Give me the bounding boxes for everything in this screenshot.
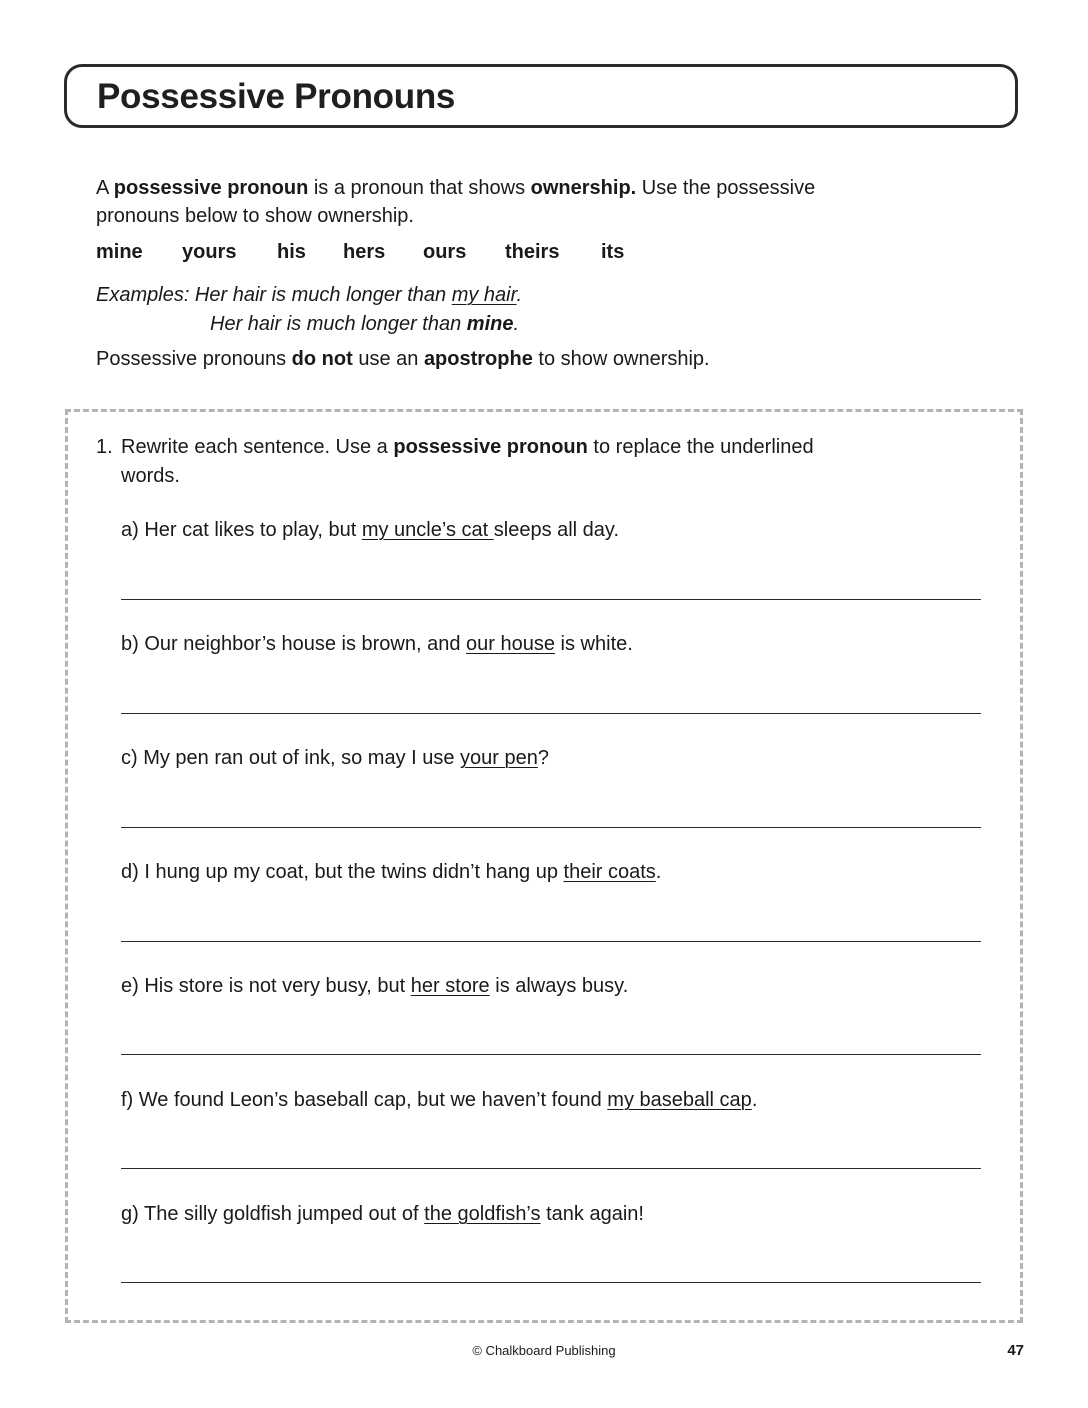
item-text: I hung up my coat, but the twins didn’t hang up — [144, 861, 564, 883]
exercise-item-f — [121, 1089, 981, 1112]
example-line-1 — [96, 281, 522, 310]
item-text: We found Leon’s baseball cap, but we haven’t found — [138, 1089, 608, 1111]
example-bold: mine — [466, 313, 514, 335]
item-text: My pen ran out of ink, so may I use — [143, 747, 461, 769]
item-label: f) — [121, 1089, 139, 1111]
instruction-text: to replace the underlined — [587, 436, 814, 458]
page-title: Possessive Pronouns — [97, 77, 456, 116]
instruction-bold: possessive pronoun — [393, 436, 588, 458]
item-label: e) — [121, 975, 145, 997]
item-sentence — [121, 633, 981, 656]
term-ownership: ownership. — [530, 177, 637, 199]
answer-line-f[interactable] — [121, 1168, 981, 1169]
item-underlined: my baseball cap — [607, 1089, 752, 1111]
answer-line-b[interactable] — [121, 713, 981, 714]
answer-line-a[interactable] — [121, 599, 981, 600]
item-underlined: their coats — [563, 861, 656, 883]
item-text: Her cat likes to play, but — [144, 519, 362, 541]
answer-line-c[interactable] — [121, 827, 981, 828]
pronoun-yours: yours — [182, 241, 237, 263]
definition-line-1 — [96, 174, 996, 202]
exercise-item-e — [121, 975, 981, 998]
item-underlined: her store — [410, 975, 490, 997]
note-text: Possessive pronouns — [96, 348, 292, 370]
item-label: c) — [121, 747, 144, 769]
pronoun-his: his — [277, 241, 306, 263]
note-bold-apostrophe: apostrophe — [423, 348, 533, 370]
term-possessive-pronoun: possessive pronoun — [113, 177, 309, 199]
title-box — [64, 64, 1018, 128]
pronoun-hers: hers — [343, 241, 386, 263]
example-text: . — [513, 313, 520, 335]
instruction-line-2: words. — [121, 465, 180, 487]
item-text: The silly goldfish jumped out of — [143, 1203, 425, 1225]
item-text: Our neighbor’s house is brown, and — [144, 633, 467, 655]
exercise-instruction — [96, 433, 956, 491]
answer-line-e[interactable] — [121, 1054, 981, 1055]
example-line-2 — [96, 310, 522, 339]
exercise-item-b — [121, 633, 981, 656]
note-bold-do-not: do not — [291, 348, 353, 370]
item-underlined: your pen — [460, 747, 538, 769]
definition-text: is a pronoun that shows — [308, 177, 531, 199]
example-text: Her hair is much longer than — [210, 313, 467, 335]
item-label: b) — [121, 633, 145, 655]
item-label: d) — [121, 861, 145, 883]
item-underlined: our house — [466, 633, 555, 655]
exercise-item-d — [121, 861, 981, 884]
item-text: is always busy. — [489, 975, 629, 997]
item-text: . — [655, 861, 662, 883]
item-text: His store is not very busy, but — [144, 975, 411, 997]
item-text: ? — [537, 747, 550, 769]
item-text: tank again! — [540, 1203, 644, 1225]
pronoun-ours: ours — [423, 241, 467, 263]
definition-text: Use the possessive — [636, 177, 816, 199]
definition-line-2: pronouns below to show ownership. — [96, 205, 414, 227]
question-number: 1. — [96, 436, 113, 458]
examples — [96, 281, 522, 339]
item-text: sleeps all day. — [493, 519, 620, 541]
pronoun-its: its — [601, 241, 625, 263]
item-sentence — [121, 975, 981, 998]
item-label: a) — [121, 519, 145, 541]
exercise-item-c — [121, 747, 981, 770]
example-underlined: my hair — [451, 284, 517, 306]
note-text: use an — [352, 348, 424, 370]
pronoun-mine: mine — [96, 241, 143, 263]
item-text: is white. — [555, 633, 633, 655]
apostrophe-note — [96, 348, 710, 371]
item-sentence — [121, 861, 981, 884]
answer-line-d[interactable] — [121, 941, 981, 942]
item-sentence — [121, 1203, 981, 1226]
item-label: g) — [121, 1203, 144, 1225]
exercise-item-a — [121, 519, 981, 542]
item-text: . — [751, 1089, 758, 1111]
pronoun-theirs: theirs — [505, 241, 560, 263]
copyright-footer: © Chalkboard Publishing — [472, 1343, 616, 1358]
example-text: Examples: Her hair is much longer than — [96, 284, 452, 306]
instruction-text: Rewrite each sentence. Use a — [121, 436, 394, 458]
item-sentence — [121, 747, 981, 770]
note-text: to show ownership. — [532, 348, 710, 370]
item-underlined: the goldfish’s — [424, 1203, 541, 1225]
item-sentence — [121, 1089, 981, 1112]
example-text: . — [516, 284, 523, 306]
definition-paragraph — [96, 174, 996, 230]
page-number: 47 — [1007, 1342, 1024, 1359]
item-sentence — [121, 519, 981, 542]
definition-text: A — [96, 177, 114, 199]
exercise-item-g — [121, 1203, 981, 1226]
answer-line-g[interactable] — [121, 1282, 981, 1283]
instruction-line-1 — [96, 433, 956, 462]
item-underlined: my uncle’s cat — [361, 519, 494, 541]
